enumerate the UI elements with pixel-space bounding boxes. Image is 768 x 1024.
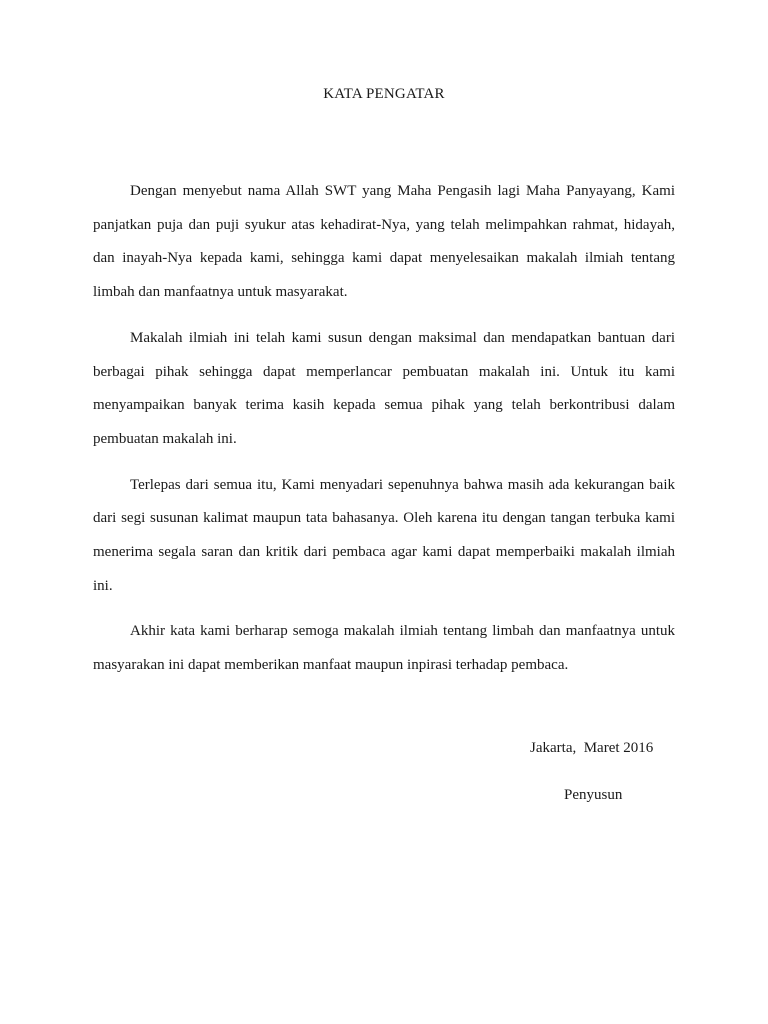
paragraph-4: Akhir kata kami berharap semoga makalah ilmiah tentang limbah dan manfaatnya untuk masyarakan ini dapat memberikan manfaat maupun inpirasi terhadap pembaca.: [93, 623, 675, 674]
paragraph-3: Terlepas dari semua itu, Kami menyadari sepenuhnya bahwa masih ada kekurangan baik dari segi susunan kalimat maupun tata bahasanya. Oleh karena itu dengan tangan terbuka kami menerima segala saran dan kritik dari pembaca agar kami dapat memperbaiki makalah ilmiah ini.: [93, 476, 675, 594]
document-body: [93, 175, 675, 695]
closing-author: Penyusun: [564, 787, 623, 803]
closing-place-date: Jakarta, Maret 2016: [530, 740, 654, 756]
paragraph-2: Makalah ilmiah ini telah kami susun dengan maksimal dan mendapatkan bantuan dari berbagai pihak sehingga dapat memperlancar pembuatan makalah ini. Untuk itu kami menyampaikan banyak terima kasih kepada semua pihak yang telah berkontribusi dalam pembuatan makalah ini.: [93, 329, 675, 447]
paragraph-1: Dengan menyebut nama Allah SWT yang Maha Pengasih lagi Maha Panyayang, Kami panjatkan puja dan puji syukur atas kehadirat-Nya, yang telah melimpahkan rahmat, hidayah, dan inayah-Nya kepada kami, sehingga kami dapat menyelesaikan makalah ilmiah tentang limbah dan manfaatnya untuk masyarakat.: [93, 183, 675, 301]
document-title: KATA PENGATAR: [323, 86, 445, 102]
